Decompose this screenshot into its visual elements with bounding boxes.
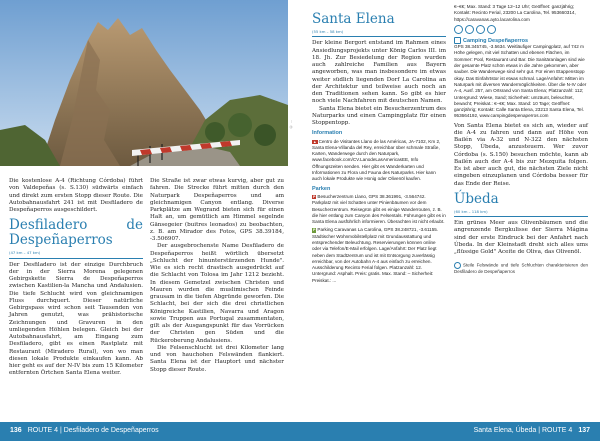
info-box bbox=[312, 130, 446, 284]
history-text: Der ausgebrochenste Name Desfiladero de Despeñaperros heißt wörtlich übersetzt „Schlucht der hinunterstürzenden Hunde". Wie es sich recht drastisch ausgedrückt auf die Schlacht von Tolosa im Jahr 1212 bezieht. In diesem Gemetzel zwischen Christen und Mauren wurden die muslimischen Feinde grausam in die tiefen Abgründe geworfen. Die Schlacht, bei der sich die drei christlichen Königreiche Kastilien, Navarra und Aragon sowie Truppen aus Portugal zusammentaten, gilt als der Ausgangspunkt für das Vorrücken der Christen gen Süden und die Rückeroberung Andalusiens. bbox=[150, 243, 284, 344]
map-pin-icon: ▲ bbox=[313, 139, 317, 144]
ubeda-km: (60 km – 118 km) bbox=[454, 208, 588, 217]
santa-elena-text-1: Der kleine Bergort entstand im Rahmen eines Ansiedlungsprojekts unter König Carlos III. im 18. Jh. Zur Besiedelung der Region wurden auch zahlreiche Familien aus Bayern angeworben, was man insbesondere im etwas weiter südlich liegenden Dorf La Carolina an der Architektur und teilweise auch noch an den Traditionen sehen kann. So gibt es hier noch viele Nachfahren mit deutschen Namen. bbox=[312, 40, 446, 105]
photo-credit: © ... bbox=[289, 120, 293, 129]
parken-entry-2: P Parking Caravanas La Carolina, GPS 38.248721, -3.61155. Städtischer Wohnmobilstellplatz mit Grundausstattung und entsprechender Beleuchtung. Reservierungen können online oder via Telefon/E-Mail erfolgen. Lage/Anfahrt: Der Platz liegt neben dem Stadtzentrum und ist mit Entsorgung zuverlässig erreichbar, von der Autobahn A-4 aus einfach zu erreichen. Ausschilderung Recinto Ferial folgen. Platzanzahl: 12. Untergrund: Asphalt. Preis: gratis. Max. Stand: – Sicherheit: Preiskat.: ... bbox=[312, 227, 439, 283]
water-icon bbox=[465, 25, 474, 34]
camping-text: GPS 38.345745, -3.5634. Weitläufiger Campingplatz, auf 742 m Höhe gelegen, mit viel Schatten und ebenen Flächen, im Sommer: Pool, Restaurant und Bar. Die Sanitäranlagen sind wie der gesamte Platz schön etwas in die Jahre gekommen, aber sauber. Die Wanderwege sind sehr gut. Für einen Etappenstopp okay. Das Einfahrtstor ist etwas schmal. Lage/Anfahrt: Mitten im Naturpark mit diversen Wandermöglichkeiten. Über die N-IV oder A-4, Ausf. 257, am Ortsrand von Santa Elena; Platzanzahl: 112; Untergrund: Wiese, Sand; Sicherheit: umzäunt, beleuchtet, bewacht; Preiskat.: €–€€; Max. Stand: 10 Tage; Geöffnet: ganzjährig; Kontakt: Calle Santa Elena, 23213 Santa Elena, Tel. 953664192, www.campingdespenaperros.com bbox=[454, 44, 587, 119]
page-number-left: 136 bbox=[10, 427, 22, 434]
electric-icon bbox=[476, 25, 485, 34]
info-entry: ▲ Centro de Visitantes Llano de las Américas, JA-7102, Km 2, Santa Elena-Villanda del Rey, erreichbar über schmale Straße, Karten, Wanderwege durch den Naturpark, www.facebook.com/CV.LanodeLasAmericasEE, Info Öffnungszeiten senden. Hier gibt es Wanderkarten und Informationen zu Flora und Fauna des Naturparks. Hier kann auch lokale Produkte wie Honig oder Olivenöl kaufen. bbox=[312, 138, 441, 182]
section-title-santa-elena: Santa Elena bbox=[312, 11, 395, 27]
route-text: Von Santa Elena bietet es sich an, wieder auf die A-4 zu fahren und dann auf Höhe von Bailén via A-32 und N-322 den nächsten Stopp, Úbeda, anzusteuern. Wer zuvor Córdoba (s. S.150) besuchen möchte, kann ab Bailén auch der A-4 bis zur Mezquita folgen. Es ist aber auch gut, die nächsten Ziele nicht eingeben einzuplanen und Córdoba besser für das Ende der Reise. bbox=[454, 122, 588, 187]
photo-caption: Steile Felswände und tiefe Schluchten charakterisieren den Desfiladero de Despeñaperros bbox=[454, 263, 588, 275]
santa-elena-text-2: Santa Elena bietet ein Besucherzentrum des Naturparks und einen Campingplatz für einen Stoppentopp. bbox=[312, 105, 446, 126]
right-page bbox=[300, 0, 600, 422]
left-column-2 bbox=[150, 178, 284, 374]
parken-heading: Parken bbox=[312, 185, 331, 192]
road-text: Die Straße ist zwar etwas kurvig, aber gut zu fahren. Die Strecke führt mitten durch den Naturpark Despeñaperros und am gleichnamigen Canyon entlang. Diverse Parkplätze am Wegrand bieten sich für einen Halt an, um gemütlich am Himmel segelnde Gänsegeier (buitres leonados) zu beobachten, z. B. am Mirador des Fotos, GPS 38.39184, -3.506907. bbox=[150, 178, 284, 242]
footer-bar bbox=[0, 422, 600, 441]
camera-icon bbox=[454, 262, 461, 269]
santa-elena-km: (55 km – 58 km) bbox=[312, 28, 446, 37]
footer-right bbox=[474, 427, 590, 434]
section-title-desfiladero: Desfiladero de Despeñaperros bbox=[9, 217, 143, 249]
parking-icon: P bbox=[313, 228, 316, 233]
ubeda-text: Ein grünes Meer aus Olivenbäumen und die angrenzende Bergkulisse der Sierra Mágina sind der erste Eindruck bei der Anfahrt nach Úbeda. In der Kleinstadt dreht sich alles ums „flüssige Gold" Aceite de Oliva, das Olivenöl. bbox=[454, 220, 588, 256]
section-km: (47 km – 47 km) bbox=[9, 249, 143, 258]
desfiladero-text: Der Desfiladero ist der einzige Durchbruch der in der Sierra Morena gelegenen Gebirgskette Sierra de Despeñaperros zwischen Kastilien-la Mancha und Andalusien. Die tiefe Schlucht wird von gleichnamigen Fluss durchquert. Dieser natürliche Gebirgspass wird schon seit Tausenden von Jahren genutzt, was prähistorische Zeichnungen und Gravuren in den umliegenden Höhlen belegen. Gleich bei der Autobahnausfahrt, am Eingang zum Desfiladero, gibt es einen Rastplatz mit Restaurant (Miradero Rural), von wo man diesen lokale Produkte einkaufen kann. Ab hier geht es auf der N-IV bis zum 15 Kilometer entfernten Örtchen Santa Elena weiter. bbox=[9, 261, 143, 377]
canyon-text: Die Felsenschlucht ist drei Kilometer lang und von hauchohen Felswänden flankiert. Santa Elena ist der Hauptort und nächster Stopp dieser Route. bbox=[150, 344, 284, 373]
section-title-ubeda: Úbeda bbox=[454, 190, 499, 207]
right-column-2 bbox=[454, 4, 588, 275]
camping-box bbox=[454, 37, 588, 120]
left-page bbox=[0, 0, 300, 422]
parken-entry-1: P Besucherzentrum Llano, GPS 38.361991, -3.564742. Parkplatz mit viel Schatten unter Pinienbäumen vor dem Besucherzentrum. Reisegrün gibt es einige Wanderrouten, z. B. die hier entlang zum Canyon des Felsentals. Führungen gibt es in Santa Elena ausführlich informieren. Überachten ist nicht erlaubt. bbox=[312, 193, 446, 225]
right-column-1 bbox=[312, 12, 446, 284]
camping-heading: Camping Despeñaperros bbox=[454, 37, 588, 44]
intro-text: Die kostenlose A-4 (Richtung Córdoba) führt von Valdepeñas (s. S.130) südwärts einfach und direkt zum ersten Stopp dieser Route. Die Autobahnausfahrt 241 ist mit Desfiladero de Despeñaperros ausgeschildert. bbox=[9, 178, 143, 213]
info-heading: Information bbox=[312, 130, 343, 137]
left-column-1 bbox=[9, 178, 143, 378]
page-number-right: 137 bbox=[578, 427, 590, 434]
canyon-photo-image bbox=[0, 0, 288, 166]
footer-left bbox=[10, 427, 159, 434]
shower-icon bbox=[454, 25, 463, 34]
canyon-photo bbox=[0, 0, 288, 166]
camping-icon bbox=[454, 37, 461, 44]
parking-icon: P bbox=[313, 194, 316, 199]
running-head-left: ROUTE 4 | Desfiladero de Despeñaperros bbox=[27, 427, 159, 434]
amenity-icons bbox=[454, 25, 588, 34]
wifi-icon bbox=[487, 25, 496, 34]
running-head-right: Santa Elena, Úbeda | ROUTE 4 bbox=[473, 427, 573, 434]
caravan-details: €–€€; Max. Stand: 3 Tage 12–12 Uhr; Geöffnet: ganzjährig; Kontakt: Recinto Ferial, 23200 La Carolina, Tel. 953660314, https://caravanas.ayto.lacarolina.com bbox=[454, 4, 576, 22]
